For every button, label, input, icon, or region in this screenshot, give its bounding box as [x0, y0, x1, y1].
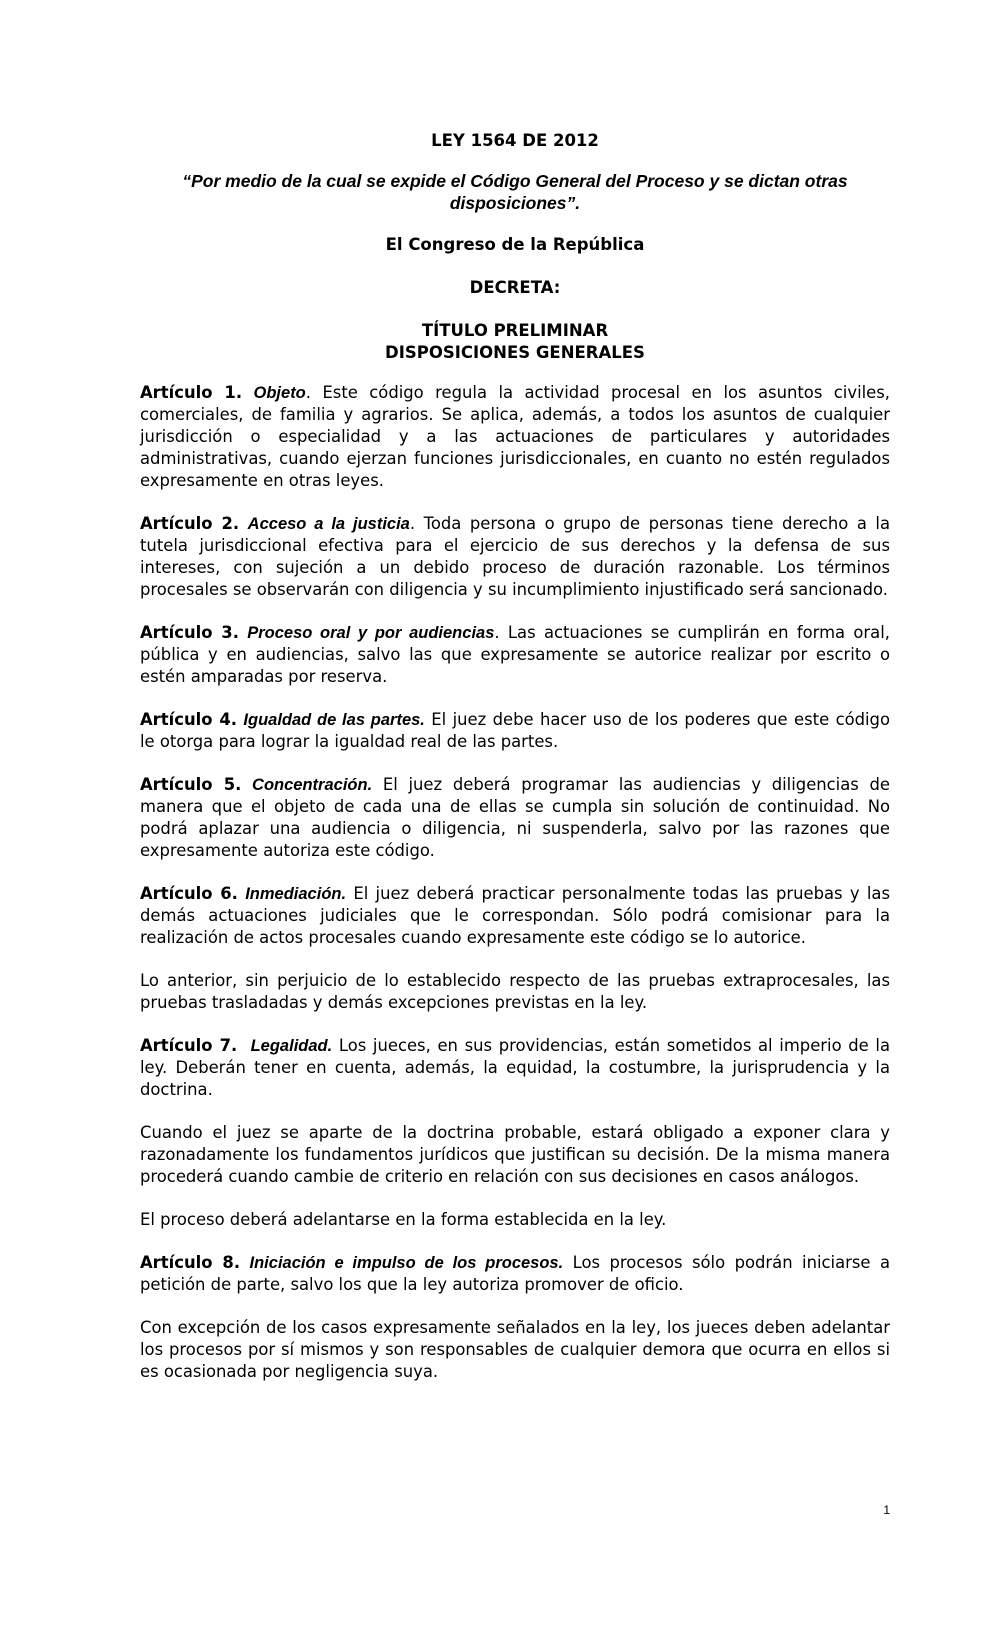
article-label: Artículo 6.: [140, 884, 238, 903]
page-number: 1: [883, 1503, 890, 1517]
article-name: Objeto: [253, 384, 306, 402]
article-paragraph: [140, 622, 890, 688]
paragraph-text: Cuando el juez se aparte de la doctrina probable, estará obligado a exponer clara y razonadamente los fundamentos jurídicos que justifican su decisión. De la misma manera procederá cuando cambie de criterio en relación con sus decisiones en casos análogos.: [140, 1123, 890, 1186]
title-disposiciones: DISPOSICIONES GENERALES: [385, 343, 645, 362]
article-paragraph: [140, 709, 890, 753]
article-label: Artículo 3.: [140, 623, 239, 642]
article-name: Legalidad.: [250, 1037, 333, 1055]
article-text: El juez deberá programar las audiencias y diligencias de manera que el objeto de cada una de ellas se cumpla sin solución de continuidad. No podrá aplazar una audiencia o diligencia, ni suspenderla, salvo por las razones que expresamente autoriza este código.: [140, 775, 891, 860]
paragraph-text: Lo anterior, sin perjuicio de lo establecido respecto de las pruebas extraprocesales, las pruebas trasladadas y demás excepciones previstas en la ley.: [140, 971, 890, 1012]
continuation-paragraph: [140, 970, 890, 1014]
article-separator: .: [494, 623, 500, 642]
article-paragraph: [140, 883, 890, 949]
congress-heading: El Congreso de la República: [385, 235, 645, 254]
article-label: Artículo 5.: [140, 775, 242, 794]
article-text: Este código regula la actividad procesal en los asuntos civiles, comerciales, de familia y agrarios. Se aplica, además, a todos los asuntos de cualquier jurisdicción o especialidad y a las actuaciones de particulares y autoridades administrativas, cuando ejerzan funciones jurisdiccionales, en cuanto no estén regulados expresamente en otras leyes.: [140, 383, 891, 490]
article-label: Artículo 7.: [140, 1036, 238, 1055]
continuation-paragraph: [140, 1122, 890, 1188]
continuation-paragraph: [140, 1317, 890, 1383]
title-preliminar: TÍTULO PRELIMINAR: [421, 321, 609, 340]
article-text: El juez deberá practicar personalmente todas las pruebas y las demás actuaciones judiciales que le correspondan. Sólo podrá comisionar para la realización de actos procesales cuando expresamente este código se lo autorice.: [140, 884, 890, 947]
article-name: Acceso a la justicia: [247, 515, 410, 533]
article-paragraph: [140, 513, 890, 601]
article-text: Los jueces, en sus providencias, están sometidos al imperio de la ley. Deberán tener en cuenta, además, la equidad, la costumbre, la jurisprudencia y la doctrina.: [140, 1036, 890, 1099]
article-label: Artículo 8.: [140, 1253, 241, 1272]
article-label: Artículo 2.: [140, 514, 240, 533]
subtitle-close-quote: ”.: [566, 193, 581, 213]
article-paragraph: [140, 1252, 890, 1296]
subtitle-open-quote: “: [182, 171, 192, 191]
article-separator: .: [409, 514, 416, 533]
title-heading: [140, 320, 890, 364]
article-name: Igualdad de las partes.: [243, 711, 425, 729]
article-name: Iniciación e impulso de los procesos.: [249, 1254, 564, 1272]
article-text: Toda persona o grupo de personas tiene derecho a la tutela jurisdiccional efectiva para el ejercicio de sus derechos y la defensa de sus intereses, con sujeción a un debido proceso de duración razonable. Los términos procesales se observarán con diligencia y su incumplimiento injustificado será sancionado.: [140, 514, 891, 599]
article-name: Concentración.: [252, 776, 373, 794]
paragraph-text: Con excepción de los casos expresamente señalados en la ley, los jueces deben adelantar los procesos por sí mismos y son responsables de cualquier demora que ocurra en ellos si es ocasionada por negligencia suya.: [140, 1318, 890, 1381]
article-paragraph: [140, 382, 890, 492]
articles-list: [140, 382, 890, 1383]
article-paragraph: [140, 1035, 890, 1101]
article-label: Artículo 1.: [140, 383, 243, 402]
continuation-paragraph: [140, 1209, 890, 1231]
decreta-heading: DECRETA:: [469, 278, 561, 297]
paragraph-text: El proceso deberá adelantarse en la forma establecida en la ley.: [140, 1210, 667, 1229]
article-text: El juez debe hacer uso de los poderes que este código le otorga para lograr la igualdad real de las partes.: [140, 710, 890, 751]
article-label: Artículo 4.: [140, 710, 238, 729]
article-name: Inmediación.: [245, 885, 347, 903]
subtitle-text: Por medio de la cual se expide el Código General del Proceso y se dictan otras disposiciones: [191, 171, 848, 213]
law-subtitle: [140, 170, 890, 214]
article-text: Los procesos sólo podrán iniciarse a petición de parte, salvo los que la ley autoriza promover de oficio.: [140, 1253, 890, 1294]
article-name: Proceso oral y por audiencias: [247, 624, 495, 642]
article-text: Las actuaciones se cumplirán en forma oral, pública y en audiencias, salvo las que expresamente se autorice realizar por escrito o estén amparadas por reserva.: [140, 623, 890, 686]
document-page: [140, 130, 890, 1404]
article-paragraph: [140, 774, 890, 862]
article-separator: .: [305, 383, 311, 402]
law-title: LEY 1564 DE 2012: [431, 131, 599, 150]
